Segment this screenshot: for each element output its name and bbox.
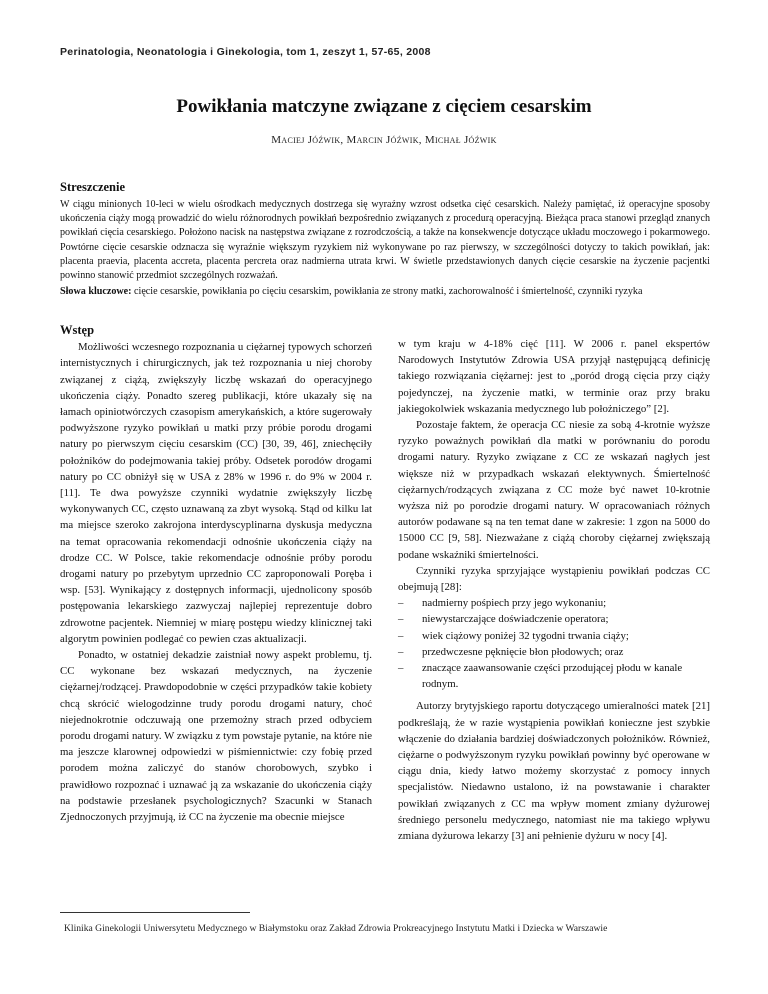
list-dash: – bbox=[398, 613, 404, 626]
intro-paragraph-2: Ponadto, w ostatniej dekadzie zaistniał nowy aspekt problemu, tj. CC wykonane bez wskazań medycznych, na życzenie ciężarnej/rodzącej. Prawdopodobnie w części przypadków takie kobiety chcą skrócić wielogodzinne trudy porodu drogami natury, choć niejednokrotnie odczuwają one przemożny strach przed odbyciem porodu drogami natury. W związku z tym powstaje pytanie, na które nie ma jeszcze klarownej odpowiedzi w piśmiennictwie: czy fobię przed porodem można zaliczyć do stanów chorobowych, szybko i prawidłowo rozpoznać i uznawać ją za wskazanie do ukończenia ciąży na podstawie przesłanek psychologicznych? Szacunki w Stanach Zjednoczonych przyjmują, iż CC na życzenie ma obecnie miejsce bbox=[60, 649, 372, 824]
intro-paragraph-1: Możliwości wczesnego rozpoznania u ciężarnej typowych schorzeń internistycznych i chirurgicznych, jak też rozpoznania u niej choroby związanej z ciążą, zwiększyły liczbę wskazań do operacyjnego ukończenia ciąży. Ponadto szereg publikacji, które ukazały się na łamach opiniotwórczych czasopism amerykańskich, a które sugerowały podwyższone ryzyko powikłań u matki przy próbie porodu drogami natury po pierwszym cięciu cesarskim (CC) [30, 39, 46], zniechęciły położników do podejmowania takiej próby. Odsetek porodów drogami natury po CC obniżył się w USA z 28% w 1996 r. do 9% w 2004 r. [11]. Te dwa powyższe czynniki wydatnie zwiększyły liczbę wykonywanych CC, często uznawaną za zbyt wysoką. Stąd od kilku lat ma miejsce szeroko zakrojona interdyscyplinarna dyskusja medyczna na temat opracowania rekomendacji odnośnie ukończenia ciąży na drodze CC. W Polsce, takie rekomendacje odnośnie próby porodu drogami natury po przebytym uprzednio CC zaproponowali Poręba i wsp. [53]. Wynikający z dostępnych informacji, ujednolicony sposób postępowania lekarskiego zazwyczaj najlepiej reprezentuje dobro zdrowotne pacjentek. Niemniej w miarę postępu wiedzy klinicznej taki algorytm powinien podlegać co pewien czas aktualizacji. bbox=[60, 341, 372, 645]
keywords-label: Słowa kluczowe: bbox=[60, 286, 132, 298]
list-item bbox=[398, 595, 710, 611]
running-head: Perinatologia, Neonatologia i Ginekologia, tom 1, zeszyt 1, 57-65, 2008 bbox=[60, 46, 431, 58]
intro-heading: Wstęp bbox=[60, 323, 95, 337]
footnote-rule bbox=[60, 912, 250, 913]
list-item bbox=[398, 660, 710, 692]
left-column bbox=[60, 322, 372, 825]
list-dash: – bbox=[398, 597, 404, 610]
abstract-heading: Streszczenie bbox=[60, 180, 126, 194]
list-item-text: przedwczesne pęknięcie błon płodowych; oraz bbox=[422, 645, 624, 658]
right-paragraph-2: Pozostaje faktem, że operacja CC niesie za sobą 4-krotnie wyższe ryzyko poważnych powikłań dla matki w porównaniu do porodu drogami natury. Ryzyko związane z CC ze wskazań nagłych jest większe niż w przypadkach wskazań elektywnych. Śmiertelność ciężarnych/rodzących związana z CC może być nawet 10-krotnie wyższa niż po porodzie drogami natury. W opracowaniach różnych autorów podawane są na ten temat dane w zakresie: 1 zgon na 5000 do 15000 CC [9, 58]. Niezważane z ciążą choroby ciężarnej zwiększają podane wskaźniki śmiertelności. bbox=[398, 419, 710, 561]
article-authors: Maciej Jóźwik, Marcin Jóźwik, Michał Jóźwik bbox=[271, 134, 497, 146]
list-item bbox=[398, 628, 710, 644]
keywords bbox=[60, 285, 710, 299]
list-item bbox=[398, 644, 710, 660]
right-column bbox=[398, 336, 710, 844]
list-item-text: niewystarczające doświadczenie operatora; bbox=[422, 613, 609, 626]
risk-factor-list bbox=[398, 595, 710, 692]
list-item-text: znaczące zaawansowanie części przodującej płodu w kanale rodnym. bbox=[422, 662, 683, 691]
abstract-section bbox=[60, 180, 710, 299]
affiliation-footnote: Klinika Ginekologii Uniwersytetu Medycznego w Białymstoku oraz Zakład Zdrowia Prokreacyjnego Instytutu Matki i Dziecka w Warszawie bbox=[64, 923, 608, 934]
right-paragraph-1: w tym kraju w 4-18% cięć [11]. W 2006 r. panel ekspertów Narodowych Instytutów Zdrowia USA przyjął następującą definicję takiego rozwiązania ciężarnej: jest to „poród drogą cięcia przy ciąży pojedynczej, na życzenie matki, w terminie oraz przy braku jakiegokolwiek wskazania medycznego lub położniczego” [2]. bbox=[398, 338, 710, 415]
list-dash: – bbox=[398, 662, 404, 675]
list-dash: – bbox=[398, 629, 404, 642]
list-item-text: wiek ciążowy poniżej 32 tygodni trwania ciąży; bbox=[422, 629, 629, 642]
keywords-text: cięcie cesarskie, powikłania po cięciu cesarskim, powikłania ze strony matki, zachorowalność i śmiertelność, czynniki ryzyka bbox=[134, 286, 643, 298]
right-paragraph-4: Autorzy brytyjskiego raportu dotyczącego umieralności matek [21] podkreślają, że w razie wystąpienia powikłań konieczne jest szybkie włączenie do działania bardziej doświadczonych położników. Również, ciężarne o podwyższonym ryzyku powikłań powinny być operowane w ciągu dnia, kiedy łatwo możemy skorzystać z pomocy innych specjalistów. Niedawno ustalono, iż na powstawanie i charakter powikłań związanych z CC ma wpływ moment zmiany dyżurowej średniego personelu medycznego, natomiast nie ma takiego wpływu zmiana dyżurowa lekarzy [3] ani pełnienie dyżuru w nocy [4]. bbox=[398, 700, 710, 843]
abstract-text: W ciągu minionych 10-leci w wielu ośrodkach medycznych dostrzega się wyraźny wzrost odsetka cięć cesarskich. Należy pamiętać, iż operacyjne sposoby ukończenia ciąży mogą prowadzić do wielu różnorodnych powikłań bezpośrednio związanych z procedurą operacyjną. Bieżąca praca stanowi przegląd znanych powikłań cięcia cesarskiego. Położono nacisk na następstwa związane z rozrodczością, a także na konsekwencje dotyczące układu moczowego i pokarmowego. Powtórne cięcie cesarskie odznacza się wyraźnie większym ryzykiem niż wykonywane po raz pierwszy, w szczególności dotyczy to takich powikłań, jak: placenta praevia, placenta accreta, placenta percreta oraz nadmierna utrata krwi. W świetle przedstawionych danych cięcie cesarskie na życzenie pacjentki powinno stanowić przedmiot szczególnych rozważań. bbox=[60, 199, 710, 282]
list-item bbox=[398, 611, 710, 627]
list-dash: – bbox=[398, 645, 404, 658]
right-paragraph-3: Czynniki ryzyka sprzyjające wystąpieniu powikłań podczas CC obejmują [28]: bbox=[398, 564, 710, 594]
article-title: Powikłania matczyne związane z cięciem cesarskim bbox=[176, 96, 592, 117]
list-item-text: nadmierny pośpiech przy jego wykonaniu; bbox=[422, 597, 607, 610]
